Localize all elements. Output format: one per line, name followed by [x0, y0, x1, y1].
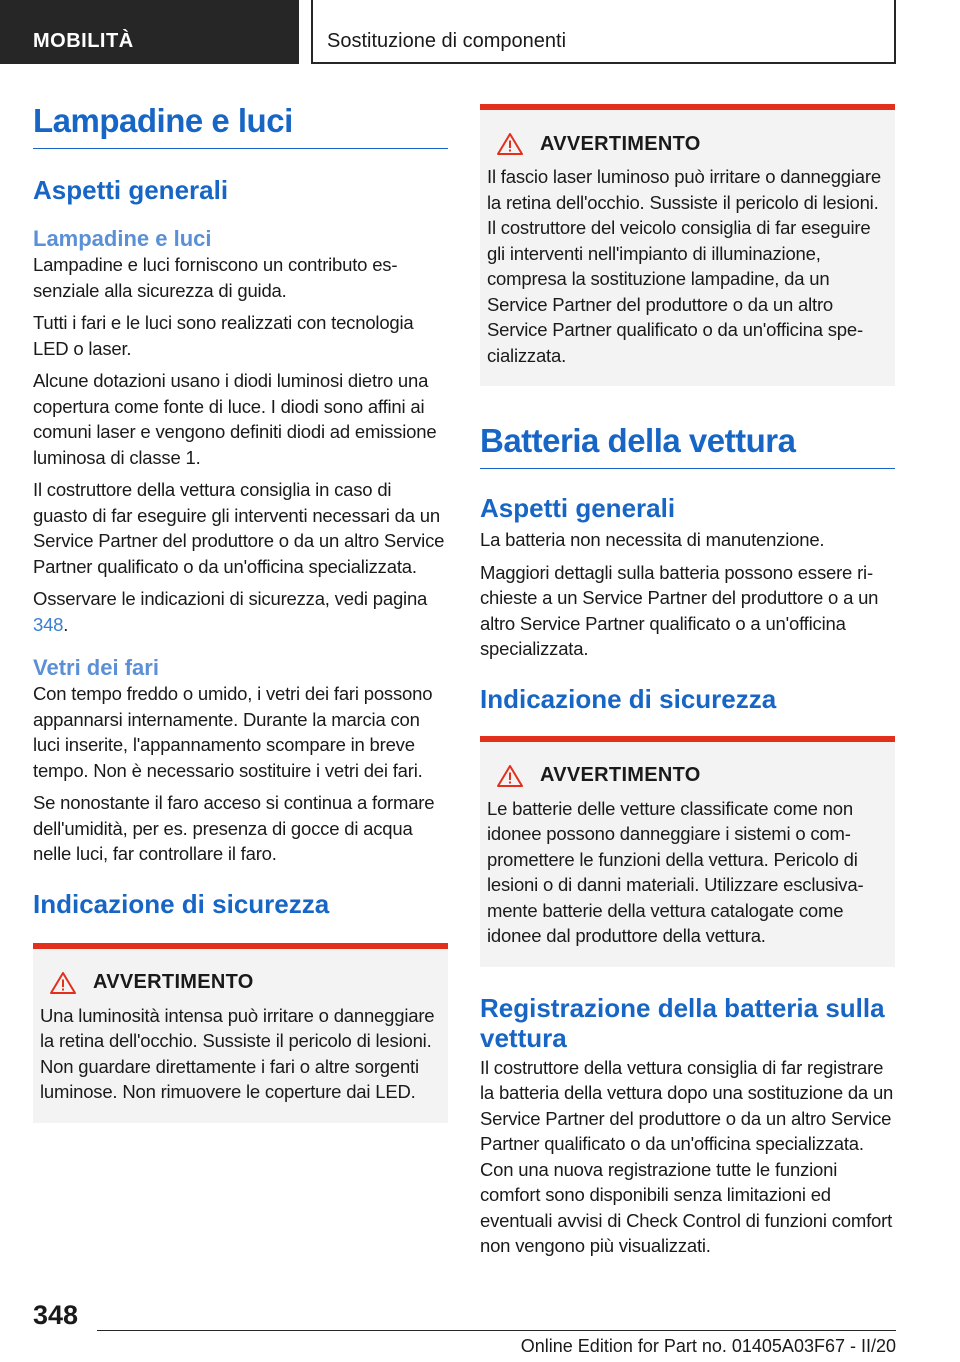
paragraph: Alcune dotazioni usano i diodi luminosi dietro una copertura come fonte di luce. I diodi sono affini ai comuni laser e vengono definiti diodi ad emissione luminosa di classe 1. — [33, 370, 437, 468]
warning-text: Una luminosità intensa può irritare o danneggiare la retina dell'occhio. Sussiste il pericolo di lesioni. Non guardare direttamente i fari o altre sorgenti luminose. Non rimuovere le coperture dai LED. — [40, 1004, 435, 1102]
page-number: 348 — [33, 1300, 79, 1330]
warning-title: AVVERTIMENTO — [93, 971, 254, 993]
chapter-title: Sostituzione di componenti — [311, 0, 896, 64]
section-label: MOBILITÀ — [0, 0, 299, 64]
warning-triangle-icon — [496, 764, 524, 788]
paragraph: Tutti i fari e le luci sono realizzati con tecnologia LED o laser. — [33, 312, 414, 359]
page-reference-link[interactable]: 348 — [33, 613, 64, 635]
paragraph: Se nonostante il faro acceso si continua a formare dell'umidità, per es. presenza di gocce di acqua nelle luci, far controllare il faro. — [33, 792, 435, 864]
heading-general: Aspetti generali — [33, 175, 229, 205]
warning-title: AVVERTIMENTO — [540, 132, 701, 155]
left-column — [33, 100, 448, 1123]
heading-safety: Indicazione di sicurezza — [480, 683, 777, 714]
warning-box — [33, 943, 448, 1123]
paragraph: Il costruttore della vettura consiglia in caso di guasto di far eseguire gli interventi necessari da un Service Partner del produttore o da un altro Service Partner qualificato o da un'officina specializzata. — [33, 479, 445, 577]
warning-box — [480, 736, 895, 967]
page-header — [0, 0, 960, 66]
warning-box — [480, 104, 895, 386]
right-column — [480, 100, 895, 1266]
warning-triangle-icon — [49, 971, 77, 995]
paragraph: Con tempo freddo o umido, i vetri dei fari possono appannarsi internamente. Durante la marcia con luci inserite, l'appannamento scompare in breve tempo. Non è necessario sostituire i vetri dei fari. — [33, 683, 433, 781]
subheading-headlight-glass: Vetri dei fari — [33, 655, 159, 680]
paragraph: Maggiori dettagli sulla batteria possono essere richieste a un Service Partner del produttore o a un altro Service Partner qualificato o a un'officina specializzata. — [480, 561, 879, 659]
heading-general: Aspetti generali — [480, 493, 676, 523]
paragraph: Lampadine e luci forniscono un contributo essenziale alla sicurezza di guida. — [33, 254, 398, 301]
subheading-lamps: Lampadine e luci — [33, 226, 212, 251]
heading-battery-registration: Registrazione della batteria sulla vettura — [480, 992, 885, 1053]
warning-text: Le batterie delle vetture classificate come non idonee possono danneggiare i sistemi o compromettere le funzioni della vettura. Pericolo di lesioni o di danni materiali. Utilizzare esclusivamente batterie della vettura catalogate come idonee dal produttore della vettura. — [487, 797, 864, 946]
footer-divider — [97, 1330, 896, 1331]
paragraph: La batteria non necessita di manutenzione. — [480, 529, 825, 550]
heading-battery: Batteria della vettura — [480, 420, 895, 469]
paragraph: Il costruttore della vettura consiglia di far registrare la batteria della vettura dopo una sostituzione da un Service Partner del produttore o da un altro Service Partner qualificato o da un'officina specializzata. Con una nuova registrazione tutte le funzioni comfort sono disponibili senza limitazioni ed eventuali avvisi di Check Control di funzioni comfort non vengono più visualizzati. — [480, 1056, 894, 1256]
heading-lamps: Lampadine e luci — [33, 100, 448, 149]
heading-safety: Indicazione di sicurezza — [33, 888, 330, 919]
edition-label: Online Edition for Part no. 01405A03F67 - II/20 — [520, 1336, 896, 1356]
warning-title: AVVERTIMENTO — [540, 764, 701, 786]
warning-text: Il fascio laser luminoso può irritare o danneggiare la retina dell'occhio. Sussiste il pericolo di lesioni. Il costruttore del veicolo consiglia di far eseguire gli interventi nell'impianto di illuminazione, compresa la sostituzione lampadine, da un Service Partner del produttore o da un altro Service Partner qualificato o da un'officina specializzata. — [487, 166, 881, 366]
warning-triangle-icon — [496, 132, 524, 156]
paragraph: Osservare le indicazioni di sicurezza, vedi pagina 348. — [33, 588, 428, 635]
